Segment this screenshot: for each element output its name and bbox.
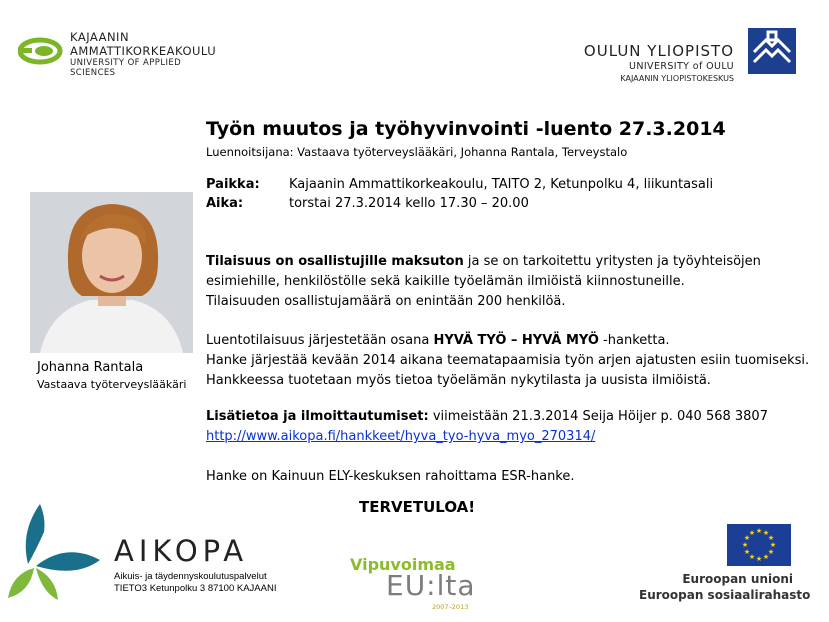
portrait-image [30,192,193,353]
info-paragraph-1: Tilaisuus on osallistujille maksuton ja se on tarkoitettu yritysten ja työyhteisöjen esimiehille, henkilöstölle sekä kaikille työelämän ilmiöistä kiinnostuneille. Tilaisuuden osallistujamäärä on enintään 200 henkilöä. [206,254,761,309]
leaf-icon [6,502,102,602]
event-title: Työn muutos ja työhyvinvointi -luento 27.3.2014 [206,118,726,140]
svg-text:★: ★ [755,527,763,535]
svg-text:★: ★ [762,529,770,537]
svg-text:★: ★ [741,541,749,549]
svg-text:★: ★ [769,541,777,549]
vipuvoimaa-line1: Vipuvoimaa [350,555,456,574]
registration-link[interactable]: http://www.aikopa.fi/hankkeet/hyva_tyo-hyva_myo_270314/ [206,429,596,444]
svg-text:★: ★ [748,529,756,537]
registration-label: Lisätietoa ja ilmoittautumiset: [206,409,429,424]
photo-caption-role: Vastaava työterveyslääkäri [37,378,187,391]
kamk-logo [18,30,228,80]
time-label: Aika: [206,196,244,211]
svg-text:★: ★ [767,534,775,542]
time-value: torstai 27.3.2014 kello 17.30 – 20.00 [289,196,529,211]
eu-line1: Euroopan unioni [682,572,793,586]
svg-text:★: ★ [762,553,770,561]
eu-flag-icon [727,524,791,566]
aikopa-wordmark: AIKOPA [114,534,249,568]
kamk-swirl-icon [18,34,66,68]
project-name: HYVÄ TYÖ – HYVÄ MYÖ [433,333,599,348]
svg-text:★: ★ [748,553,756,561]
vipuvoimaa-years: 2007–2013 [432,603,469,611]
svg-text:★: ★ [743,534,751,542]
svg-text:★: ★ [743,548,751,556]
time-row [206,196,529,211]
oulu-name: OULUN YLIOPISTO [583,42,734,60]
svg-text:★: ★ [767,548,775,556]
svg-text:★: ★ [755,555,763,563]
place-value: Kajaanin Ammattikorkeakoulu, TAITO 2, Ketunpolku 4, liikuntasali [289,177,714,192]
aikopa-leaf-logo [6,502,102,606]
kamk-name: KAJAANIN AMMATTIKORKEAKOULU [70,30,217,58]
aikopa-line2: TIETO3 Ketunpolku 3 87100 KAJAANI [114,583,277,594]
eu-line2: Euroopan sosiaalirahasto [639,588,811,602]
place-label: Paikka: [206,177,260,192]
kamk-subtitle: UNIVERSITY OF APPLIED SCIENCES [70,58,182,78]
photo-caption-name: Johanna Rantala [37,360,144,375]
oulu-sub2: KAJAANIN YLIOPISTOKESKUS [620,74,734,83]
vipuvoimaa-line2: EU:lta [386,569,476,602]
funding-note: Hanke on Kainuun ELY-keskuksen rahoittama ESR-hanke. [206,469,575,484]
p1-bold: Tilaisuus on osallistujille maksuton [206,254,464,269]
welcome-text: TERVETULOA! [359,498,476,516]
info-paragraph-2: Luentotilaisuus järjestetään osana HYVÄ TYÖ – HYVÄ MYÖ -hanketta. Hanke järjestää kevään 2014 aikana teematapaamisia työn arjen ajatusten esiin tuomiseksi. Hankkeessa tuotetaan myös tietoa työelämän nykytilasta ja uusista ilmiöistä. [206,333,810,388]
oulu-sub1: UNIVERSITY of OULU [628,61,734,72]
oulu-emblem-icon [748,28,796,74]
oulu-logo [554,28,804,88]
place-row [206,177,713,192]
registration-paragraph: Lisätietoa ja ilmoittautumiset: viimeistään 21.3.2014 Seija Höijer p. 040 568 3807 http://www.aikopa.fi/hankkeet/hyva_tyo-hyva_myo_270314/ [206,409,768,444]
event-lecturer: Luennoitsijana: Vastaava työterveyslääkäri, Johanna Rantala, Terveystalo [206,145,628,159]
aikopa-line1: Aikuis- ja täydennyskoulutuspalvelut [114,571,267,582]
lecturer-photo [30,192,193,353]
